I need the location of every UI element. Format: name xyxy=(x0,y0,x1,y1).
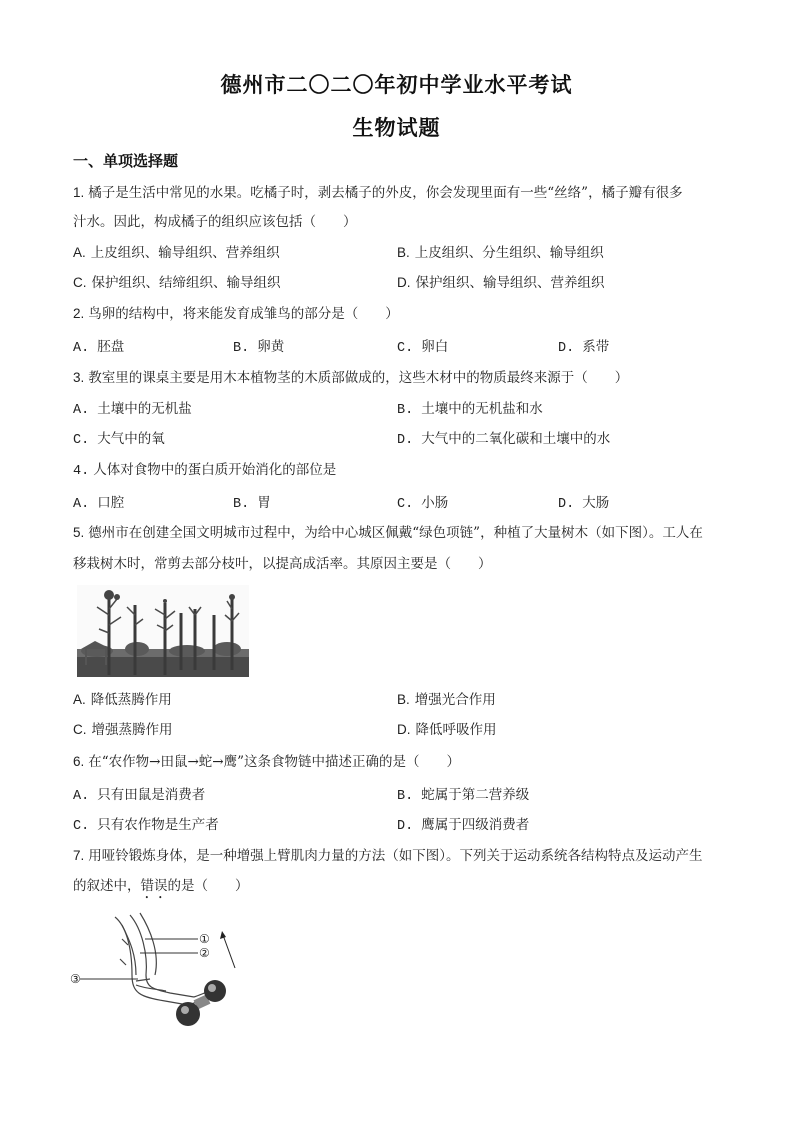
label-3: ③ xyxy=(70,972,81,986)
arm-dumbbell-diagram xyxy=(70,905,250,1030)
section-title: 一、单项选择题 xyxy=(73,152,179,170)
q6-option-d[interactable]: D. 鹰属于四级消费者 xyxy=(397,817,530,834)
q3-option-a[interactable]: A. 土壤中的无机盐 xyxy=(73,401,192,418)
q3-option-d[interactable]: D. 大气中的二氧化碳和土壤中的水 xyxy=(397,431,611,448)
question-6-stem: 6. 在“农作物→田鼠→蛇→鹰”这条食物链中描述正确的是（ ） xyxy=(73,754,461,770)
question-2-stem: 2. 鸟卵的结构中，将来能发育成雏鸟的部分是（ ） xyxy=(73,306,399,322)
q1-option-a[interactable]: A. 上皮组织、输导组织、营养组织 xyxy=(73,245,280,261)
emphasized-word: 错误 xyxy=(140,878,168,894)
question-7-stem: 7. 用哑铃锻炼身体，是一种增强上臂肌肉力量的方法（如下图）。下列关于运动系统各结构特点及运动产生 xyxy=(73,848,703,864)
question-5-stem-cont: 移栽树木时，常剪去部分枝叶，以提高成活率。其原因主要是（ ） xyxy=(73,556,492,572)
question-5-stem: 5. 德州市在创建全国文明城市过程中，为给中心城区佩戴“绿色项链”，种植了大量树木（如下图）。工人在 xyxy=(73,525,703,541)
q4-option-b[interactable]: B. 胃 xyxy=(233,495,271,512)
label-2: ② xyxy=(199,946,210,960)
question-3-stem: 3. 教室里的课桌主要是用木本植物茎的木质部做成的，这些木材中的物质最终来源于（ ） xyxy=(73,370,629,386)
q2-option-a[interactable]: A. 胚盘 xyxy=(73,339,125,356)
q6-option-c[interactable]: C. 只有农作物是生产者 xyxy=(73,817,219,834)
q6-option-a[interactable]: A. 只有田鼠是消费者 xyxy=(73,787,206,804)
question-1-stem: 1. 橘子是生活中常见的水果。吃橘子时，剥去橘子的外皮，你会发现里面有一些“丝络”，橘子瓣有很多 xyxy=(73,185,683,201)
q6-option-b[interactable]: B. 蛇属于第二营养级 xyxy=(397,787,530,804)
q4-option-c[interactable]: C. 小肠 xyxy=(397,495,449,512)
q3-option-c[interactable]: C. 大气中的氧 xyxy=(73,431,165,448)
movement-arrow-icon xyxy=(220,931,235,968)
question-1-stem-cont: 汁水。因此，构成橘子的组织应该包括（ ） xyxy=(73,214,357,230)
label-1: ① xyxy=(199,932,210,946)
q1-option-d[interactable]: D. 保护组织、输导组织、营养组织 xyxy=(397,275,605,291)
q5-option-c[interactable]: C. 增强蒸腾作用 xyxy=(73,722,173,738)
q4-option-d[interactable]: D. 大肠 xyxy=(558,495,610,512)
q1-option-c[interactable]: C. 保护组织、结缔组织、输导组织 xyxy=(73,275,281,291)
q5-option-b[interactable]: B. 增强光合作用 xyxy=(397,692,496,708)
q2-option-c[interactable]: C. 卵白 xyxy=(397,339,449,356)
exam-title: 德州市二〇二〇年初中学业水平考试 xyxy=(220,73,573,97)
exam-subtitle: 生物试题 xyxy=(352,116,441,140)
q5-option-a[interactable]: A. 降低蒸腾作用 xyxy=(73,692,172,708)
q1-option-b[interactable]: B. 上皮组织、分生组织、输导组织 xyxy=(397,245,604,261)
q4-option-a[interactable]: A. 口腔 xyxy=(73,495,125,512)
q2-option-d[interactable]: D. 系带 xyxy=(558,339,610,356)
q2-option-b[interactable]: B. 卵黄 xyxy=(233,339,285,356)
question-4-stem: 4. 人体对食物中的蛋白质开始消化的部位是 xyxy=(73,462,337,479)
question-7-stem-cont: 的叙述中，错误的是（ ） xyxy=(73,878,249,894)
q5-option-d[interactable]: D. 降低呼吸作用 xyxy=(397,722,497,738)
q3-option-b[interactable]: B. 土壤中的无机盐和水 xyxy=(397,401,543,418)
pruned-trees-photo xyxy=(77,585,249,677)
